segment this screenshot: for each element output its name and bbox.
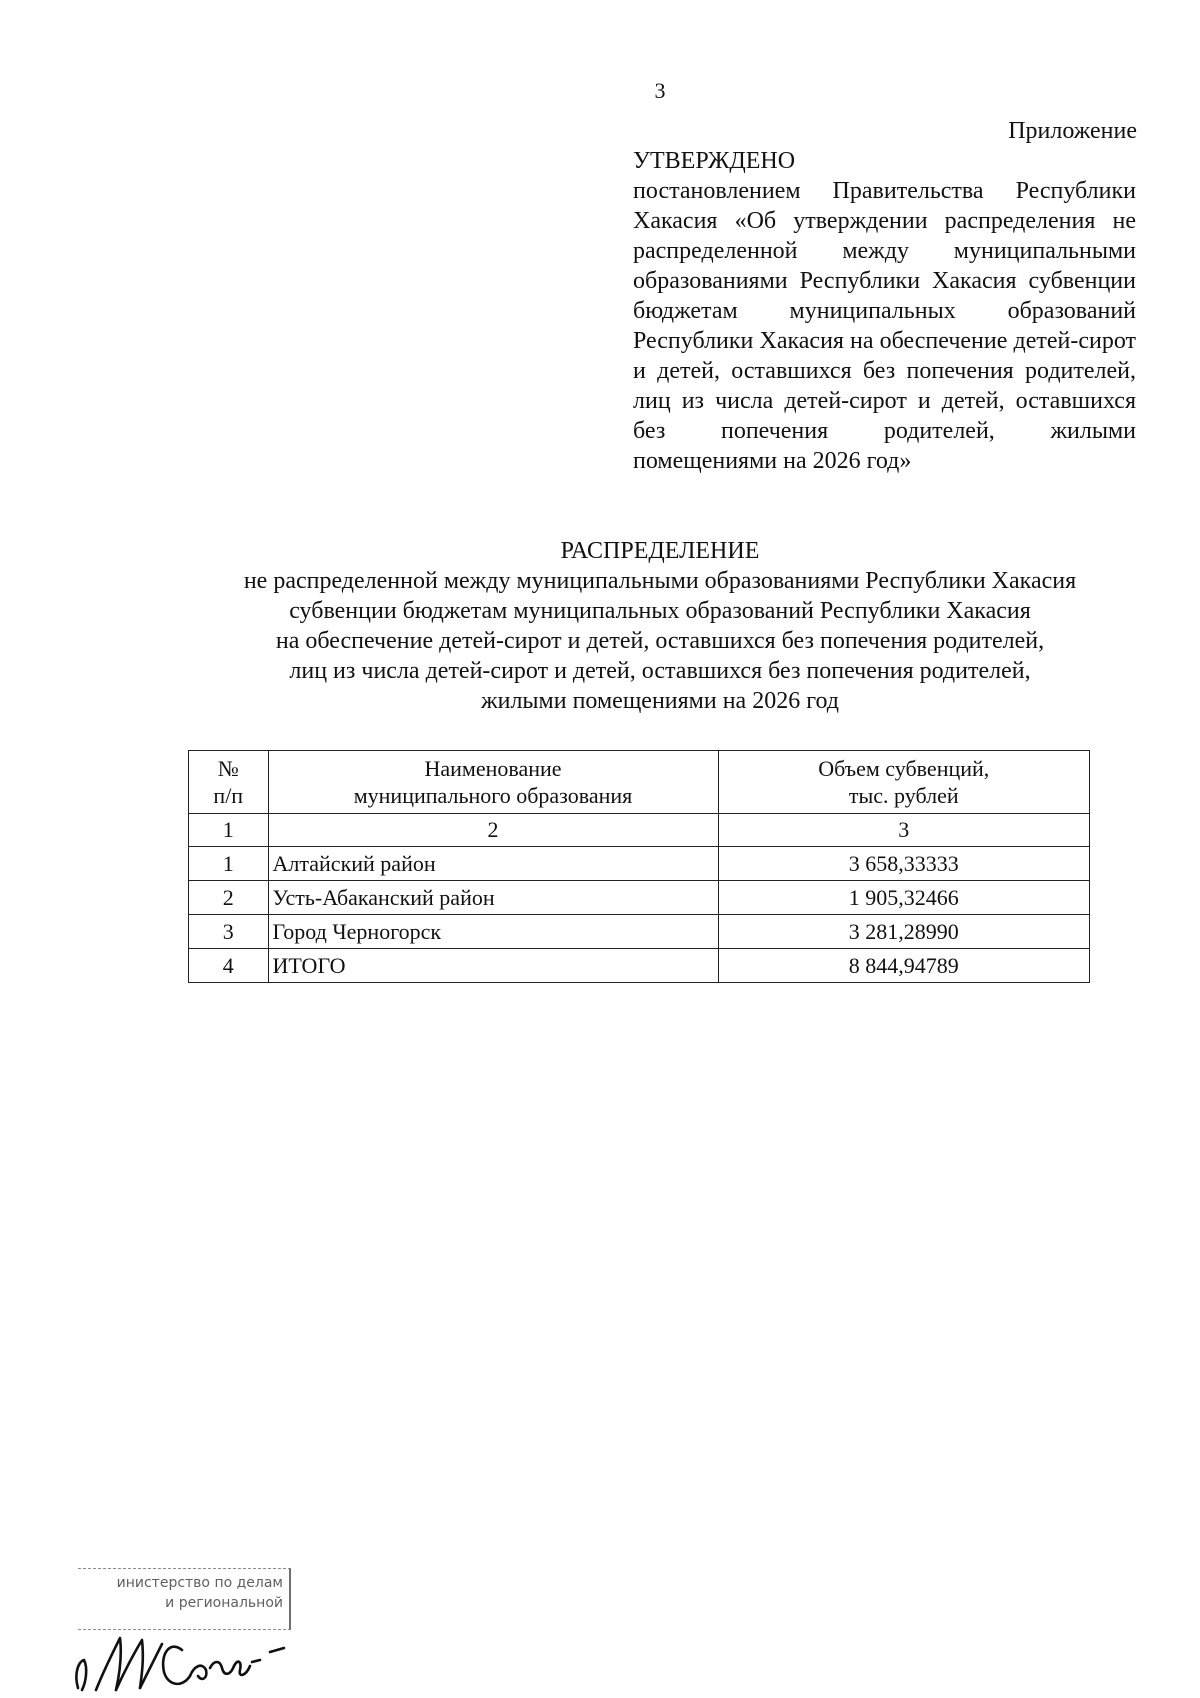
heading-line: лиц из числа детей-сирот и детей, оставшихся без попечения родителей,	[289, 658, 1031, 684]
heading-title: РАСПРЕДЕЛЕНИЕ	[560, 538, 760, 564]
approval-block	[633, 146, 1136, 476]
row-number: 1	[189, 847, 269, 881]
column-number: 2	[268, 814, 718, 847]
table-row-total	[189, 949, 1090, 983]
header-number-line: №	[217, 756, 239, 781]
header-number-line: п/п	[213, 783, 244, 808]
header-value-line: тыс. рублей	[848, 783, 959, 808]
header-name-line: муниципального образования	[353, 783, 633, 808]
row-name: ИТОГО	[268, 949, 718, 983]
header-value	[718, 751, 1090, 814]
document-heading	[150, 536, 1170, 716]
appendix-label: Приложение	[1008, 118, 1137, 144]
row-value: 3 281,28990	[718, 915, 1090, 949]
heading-line: жилыми помещениями на 2026 год	[481, 688, 839, 714]
row-value: 8 844,94789	[718, 949, 1090, 983]
row-number: 3	[189, 915, 269, 949]
table-header-row	[189, 751, 1090, 814]
row-number: 2	[189, 881, 269, 915]
header-value-line: Объем субвенций,	[818, 756, 990, 781]
column-number: 3	[718, 814, 1090, 847]
column-number: 1	[189, 814, 269, 847]
row-name: Алтайский район	[268, 847, 718, 881]
page-number: 3	[654, 78, 666, 103]
table-row	[189, 847, 1090, 881]
table-row	[189, 881, 1090, 915]
heading-line: на обеспечение детей-сирот и детей, оставшихся без попечения родителей,	[275, 628, 1045, 654]
header-name-line: Наименование	[424, 756, 562, 781]
heading-line: не распределенной между муниципальными образованиями Республики Хакасия	[243, 568, 1077, 594]
handwritten-signature	[70, 1610, 300, 1698]
column-number-row	[189, 814, 1090, 847]
stamp-line: инистерство по делам	[116, 1575, 283, 1591]
row-name: Усть-Абаканский район	[268, 881, 718, 915]
row-name: Город Черногорск	[268, 915, 718, 949]
table-row	[189, 915, 1090, 949]
row-number: 4	[189, 949, 269, 983]
header-name	[268, 751, 718, 814]
header-number	[189, 751, 269, 814]
distribution-table	[188, 750, 1090, 983]
approval-text: постановлением Правительства Республики Хакасия «Об утверждении распределения не распределенной между муниципальными образованиями Республики Хакасия субвенции бюджетам муниципальных образований Республики Хакасия на обеспечение детей-сирот и детей, оставшихся без попечения родителей, лиц из числа детей-сирот и детей, оставшихся без попечения родителей, жилыми помещениями на 2026 год»	[633, 178, 1136, 474]
stamp-line: и региональной	[165, 1595, 283, 1611]
row-value: 3 658,33333	[718, 847, 1090, 881]
approval-title: УТВЕРЖДЕНО	[633, 148, 796, 174]
heading-line: субвенции бюджетам муниципальных образований Республики Хакасия	[289, 598, 1031, 624]
row-value: 1 905,32466	[718, 881, 1090, 915]
